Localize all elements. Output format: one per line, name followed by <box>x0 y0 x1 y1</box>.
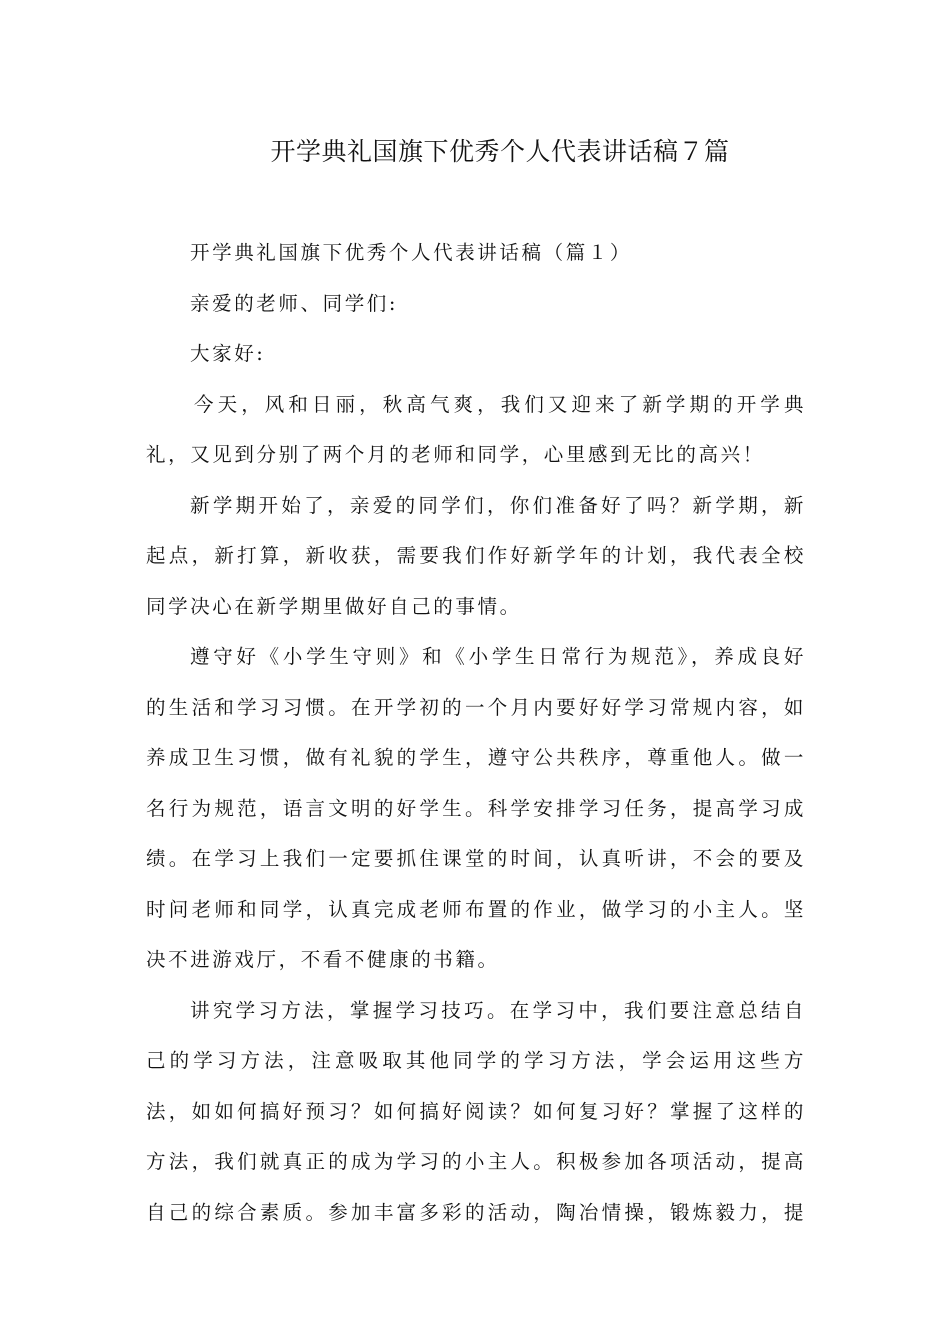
paragraph-line: 起点，新打算，新收获，需要我们作好新学年的计划，我代表全校 <box>146 544 806 567</box>
paragraph-line: 讲究学习方法，掌握学习技巧。在学习中，我们要注意总结自 <box>190 998 806 1022</box>
greeting-line: 大家好: <box>190 342 266 365</box>
paragraph-line: 同学决心在新学期里做好自己的事情。 <box>146 594 522 618</box>
salutation-line: 亲爱的老师、同学们: <box>190 291 399 315</box>
document-title: 开学典礼国旗下优秀个人代表讲话稿７篇 <box>270 137 730 166</box>
paragraph-line: 遵守好《小学生守则》和《小学生日常行为规范》，养成良好 <box>190 645 806 668</box>
paragraph-line: 方法，我们就真正的成为学习的小主人。积极参加各项活动，提高 <box>146 1150 806 1173</box>
paragraph-line: 绩。在学习上我们一定要抓住课堂的时间，认真听讲，不会的要及 <box>146 847 806 870</box>
document-body <box>146 228 806 1238</box>
paragraph-line: 决不进游戏厅，不看不健康的书籍。 <box>146 948 500 971</box>
paragraph-line: 时问老师和同学，认真完成老师布置的作业，做学习的小主人。坚 <box>146 897 806 921</box>
paragraph-line: 名行为规范，语言文明的好学生。科学安排学习任务，提高学习成 <box>146 796 806 820</box>
paragraph-line: 新学期开始了，亲爱的同学们，你们准备好了吗？新学期，新 <box>190 493 806 517</box>
paragraph-line: 法，如如何搞好预习？如何搞好阅读？如何复习好？掌握了这样的 <box>146 1099 806 1123</box>
paragraph-line: 己的学习方法，注意吸取其他同学的学习方法，学会运用这些方 <box>146 1049 806 1072</box>
paragraph-line: 的生活和学习习惯。在开学初的一个月内要好好学习常规内容，如 <box>146 695 806 719</box>
paragraph-line: 礼，又见到分别了两个月的老师和同学，心里感到无比的高兴！ <box>146 443 765 466</box>
paragraph-line: 养成卫生习惯，做有礼貌的学生，遵守公共秩序，尊重他人。做一 <box>146 746 806 769</box>
section-heading: 开学典礼国旗下优秀个人代表讲话稿（篇１） <box>190 241 633 264</box>
paragraph-line: 今天，风和日丽，秋高气爽，我们又迎来了新学期的开学典 <box>194 392 806 416</box>
paragraph-line: 自己的综合素质。参加丰富多彩的活动，陶冶情操，锻炼毅力，提 <box>146 1200 806 1224</box>
